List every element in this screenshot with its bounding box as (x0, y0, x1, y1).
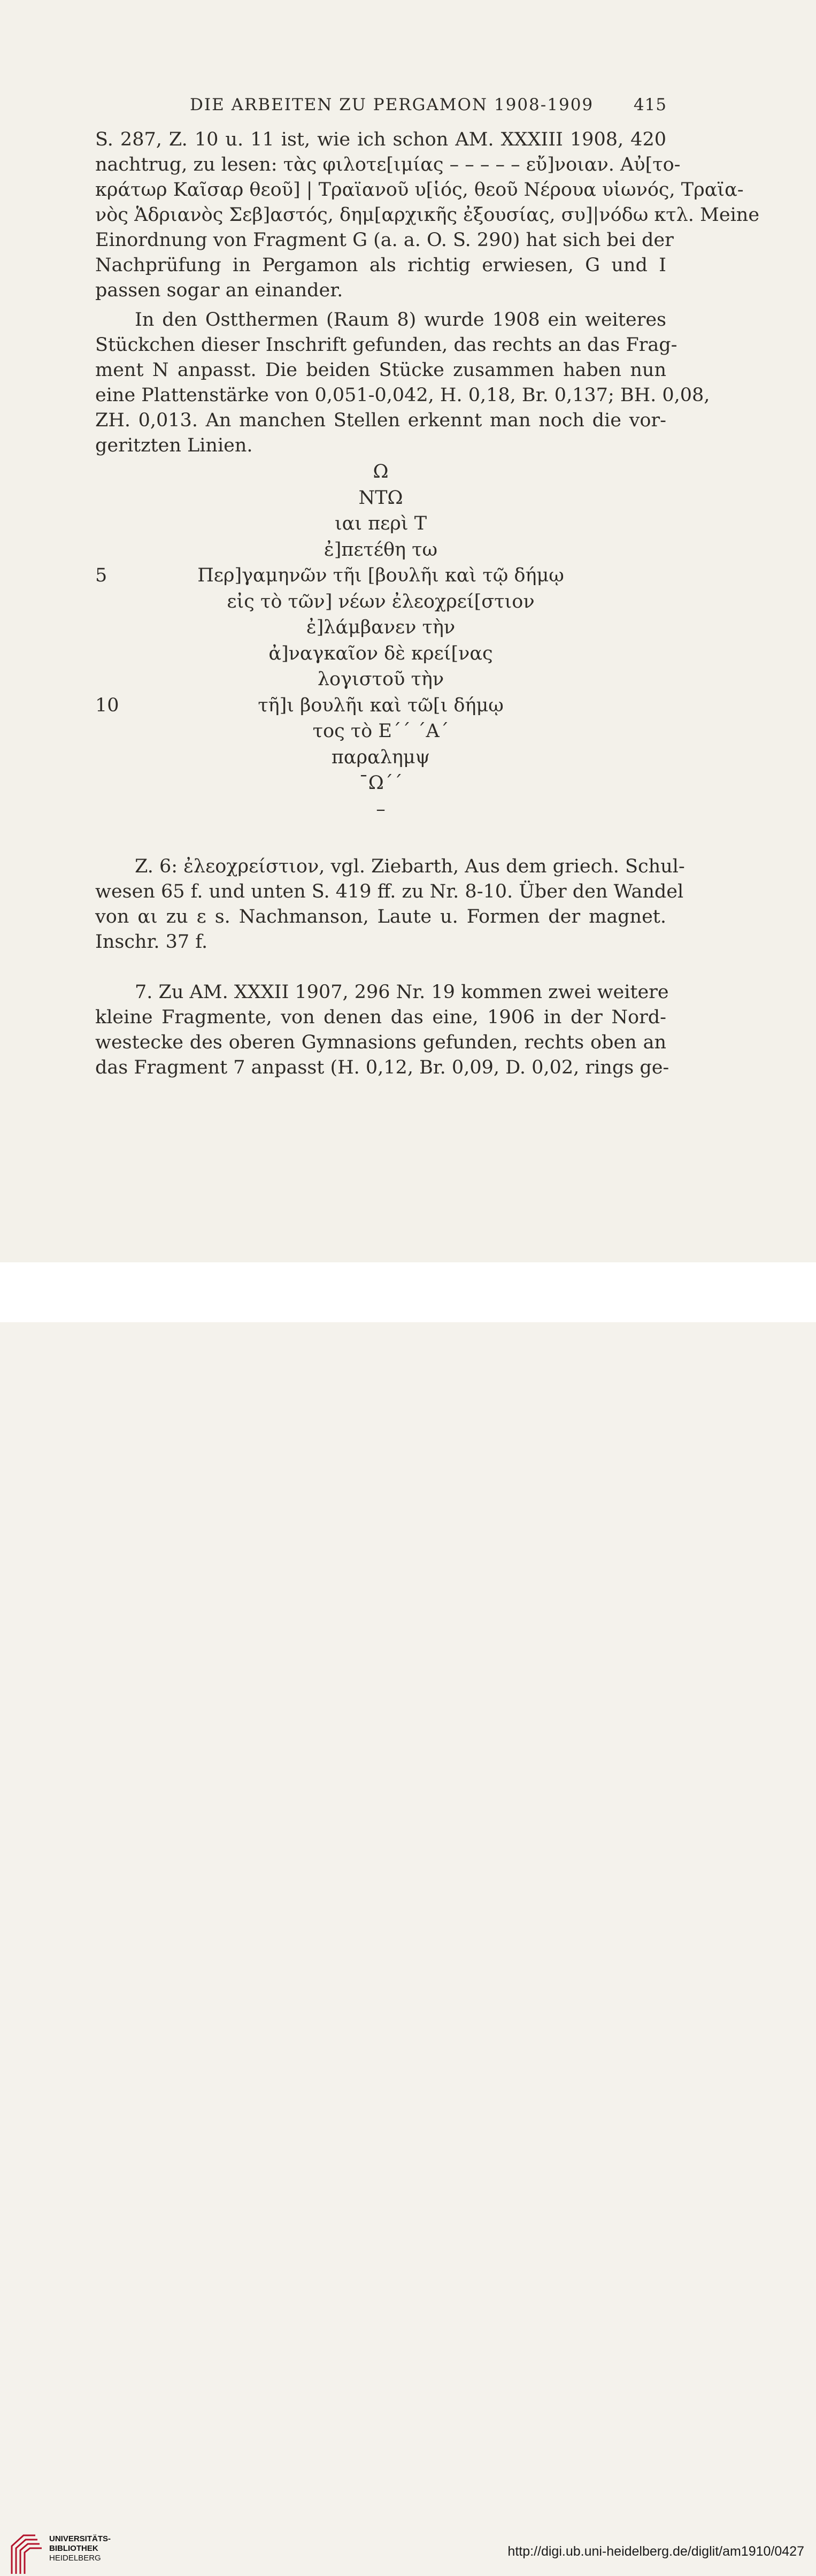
inscription-text: ἐ]πετέθη τω (324, 539, 438, 561)
inscription-line (95, 537, 666, 563)
text-line: ment N anpasst. Die beiden Stücke zusammen haben nun (95, 359, 666, 381)
text-line: Einordnung von Fragment G (a. a. O. S. 290) hat sich bei der (95, 229, 674, 251)
text-line: passen sogar an einander. (95, 280, 343, 301)
paragraph-4 (95, 980, 669, 1080)
inscription-text: ἐ]λάμβανεν τὴν (306, 617, 456, 638)
text-line: nachtrug, zu lesen: τὰς φιλοτε[ιμίας – – – – – εὔ]νοιαν. Αὐ[το- (95, 154, 681, 175)
inscription-line (95, 745, 666, 771)
inscription-text: Ω (373, 461, 389, 482)
text-line: νὸς Ἁδριανὸς Σεβ]αστός, δημ[αρχικῆς ἐξουσίας, συ]|νόδω κτλ. Meine (95, 204, 760, 226)
inscription-line (95, 718, 666, 745)
text-line: wesen 65 f. und unten S. 419 ff. zu Nr. 8-10. Über den Wandel (95, 881, 684, 902)
inscription-text: ¯Ω΄΄ (359, 772, 403, 794)
inscription-line (95, 485, 666, 511)
text-line: S. 287, Z. 10 u. 11 ist, wie ich schon AM. XXXIII 1908, 420 (95, 129, 666, 150)
text-line: Stückchen dieser Inschrift gefunden, das rechts an das Frag- (95, 334, 678, 356)
inscription-line (95, 459, 666, 485)
inscription-line (95, 511, 666, 537)
source-url-link[interactable]: http://digi.ub.uni-heidelberg.de/diglit/am1910/0427 (507, 2544, 804, 2559)
inscription-text: ιαι περὶ Τ (334, 513, 427, 534)
text-line: westecke des oberen Gymnasions gefunden, rechts oben an (95, 1032, 666, 1053)
line-number: 5 (95, 565, 107, 586)
inscription-line (95, 693, 666, 719)
library-name (49, 2534, 111, 2563)
inscription-text: εἰς τὸ τῶν] νέων ἐλεοχρεί[στιον (227, 591, 535, 612)
library-name-line: HEIDELBERG (49, 2554, 101, 2563)
inscription-transcription (95, 459, 666, 822)
scanned-page (0, 0, 816, 1262)
paragraph-2 (95, 308, 710, 458)
library-name-line: BIBLIOTHEK (49, 2544, 98, 2553)
text-line: eine Plattenstärke von 0,051-0,042, H. 0,18, Br. 0,137; BH. 0,08, (95, 385, 710, 406)
inscription-text: λογιστοῦ τὴν (317, 669, 444, 690)
text-line: Inschr. 37 f. (95, 931, 208, 953)
inscription-line (95, 589, 666, 615)
text-line: Z. 6: ἐλεοχρείστιον, vgl. Ziebarth, Aus dem griech. Schul- (135, 856, 685, 877)
inscription-line (95, 666, 666, 693)
inscription-line (95, 615, 666, 641)
inscription-text: – (376, 798, 386, 820)
library-name-line: UNIVERSITÄTS- (49, 2534, 111, 2543)
page-number: 415 (633, 95, 667, 114)
text-line: κράτωρ Καῖσαρ θεοῦ] | Τραϊανοῦ υ[ἱός, θεοῦ Νέρουα υἱωνός, Τραϊα- (95, 179, 744, 201)
inscription-text: ΝΤΩ (358, 487, 403, 509)
inscription-line (95, 770, 666, 796)
text-line: 7. Zu AM. XXXII 1907, 296 Nr. 19 kommen zwei weitere (135, 982, 669, 1003)
inscription-text: ἀ]ναγκαῖον δὲ κρεί[νας (268, 642, 493, 664)
text-line: geritzten Linien. (95, 435, 253, 456)
library-logo-icon (7, 2531, 49, 2576)
text-line: ZH. 0,013. An manchen Stellen erkennt man noch die vor- (95, 410, 666, 431)
paragraph-3 (95, 854, 685, 955)
inscription-text: παραλημψ (331, 746, 430, 768)
inscription-line (95, 796, 666, 823)
text-line: Nachprüfung in Pergamon als richtig erwiesen, G und I (95, 255, 666, 276)
text-line: kleine Fragmente, von denen das eine, 1906 in der Nord- (95, 1007, 666, 1028)
text-line: von αι zu ε s. Nachmanson, Laute u. Formen der magnet. (95, 906, 666, 927)
inscription-line (95, 641, 666, 667)
inscription-text: Περ]γαμηνῶν τῆι [βουλῆι καὶ τῷ δήμῳ (197, 565, 564, 586)
paragraph-1 (95, 127, 760, 303)
line-number: 10 (95, 694, 119, 716)
text-line: In den Ostthermen (Raum 8) wurde 1908 ein weiteres (135, 309, 666, 331)
inscription-text: τῆ]ι βουλῆι καὶ τῶ[ι δήμῳ (258, 694, 504, 716)
inscription-line (95, 563, 666, 589)
text-line: das Fragment 7 anpasst (H. 0,12, Br. 0,09, D. 0,02, rings ge- (95, 1057, 669, 1078)
digitization-footer (0, 1262, 816, 2563)
inscription-text: τος τὸ Ε΄΄ ΄Α΄ (312, 720, 449, 742)
running-title: DIE ARBEITEN ZU PERGAMON 1908-1909 (190, 95, 594, 114)
